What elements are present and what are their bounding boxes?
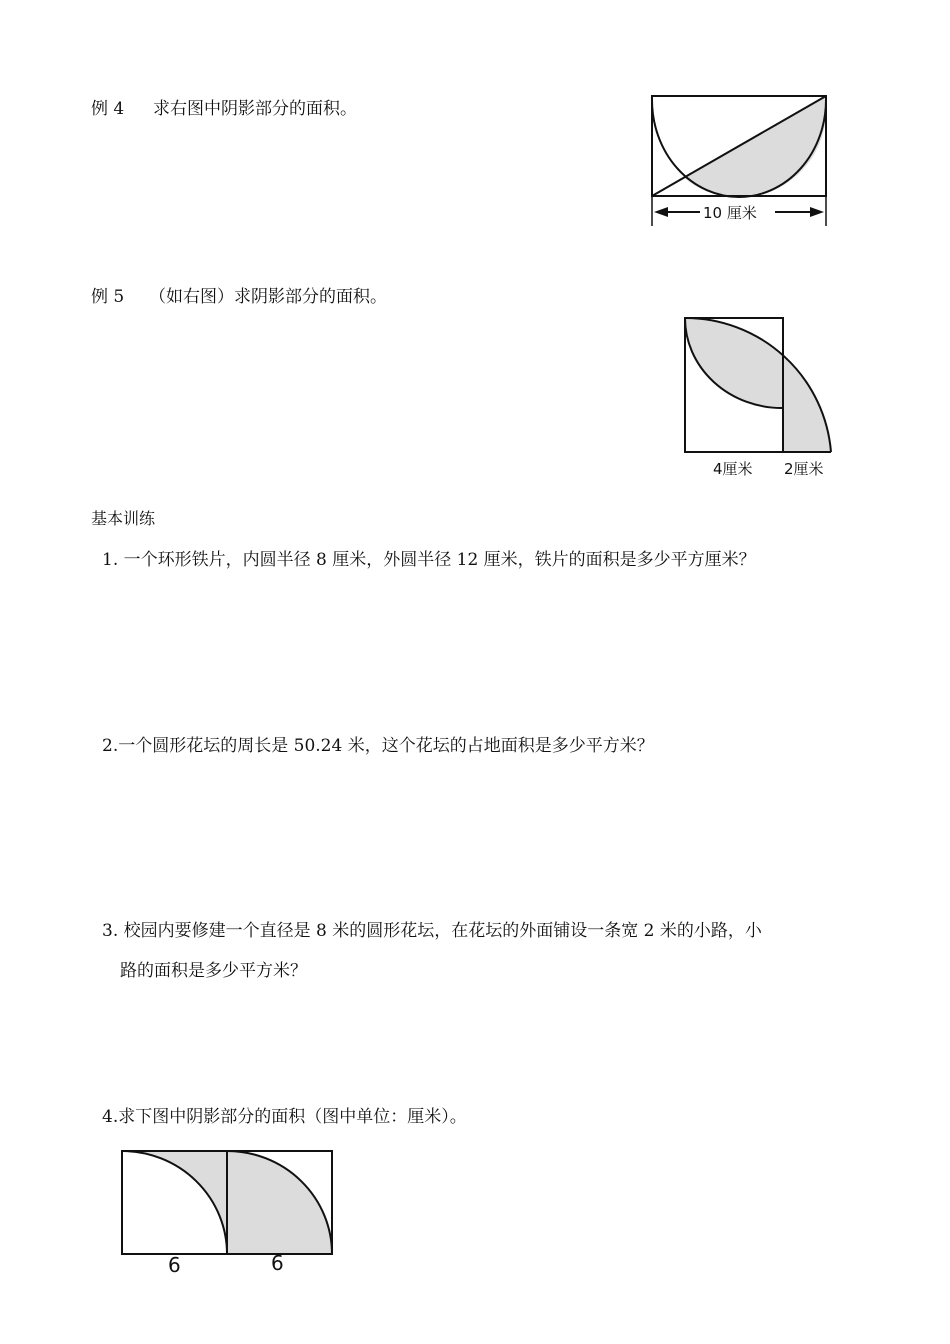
example-5-figure [676, 308, 846, 483]
section-heading: 基本训练 [91, 509, 156, 528]
example-4-figure [640, 88, 840, 233]
question-3-line-2: 路的面积是多少平方米？ [120, 961, 307, 981]
example-5-shaded-outer [783, 356, 831, 452]
question-4: 4.求下图中阴影部分的面积（图中单位：厘米）。 [102, 1107, 467, 1127]
example-4-shaded-region [685, 96, 826, 197]
example-5-dimension-b: 2厘米 [784, 460, 824, 478]
example-5-dimension-a: 4厘米 [713, 460, 753, 478]
question-4-shaded-left [122, 1151, 227, 1254]
question-4-shaded-right [227, 1151, 332, 1254]
question-1: 1. 一个环形铁片，内圆半径 8 厘米，外圆半径 12 厘米，铁片的面积是多少平方厘米？ [102, 550, 756, 570]
example-4-label: 例 4 [91, 99, 125, 119]
example-4-text: 求右图中阴影部分的面积。 [153, 99, 357, 119]
question-4-dimension-b: 6 [271, 1251, 284, 1275]
example-4-dimension-label: 10 厘米 [703, 204, 757, 222]
question-4-dimension-a: 6 [168, 1253, 181, 1277]
question-2: 2.一个圆形花坛的周长是 50.24 米，这个花坛的占地面积是多少平方米？ [102, 736, 654, 756]
example-5-text: （如右图）求阴影部分的面积。 [149, 287, 387, 307]
example-5-shaded-lens [685, 318, 783, 408]
question-4-figure [110, 1142, 345, 1282]
question-3-line-1: 3. 校园内要修建一个直径是 8 米的圆形花坛，在花坛的外面铺设一条宽 2 米的小路，小 [102, 921, 762, 941]
example-5-label: 例 5 [91, 287, 125, 307]
